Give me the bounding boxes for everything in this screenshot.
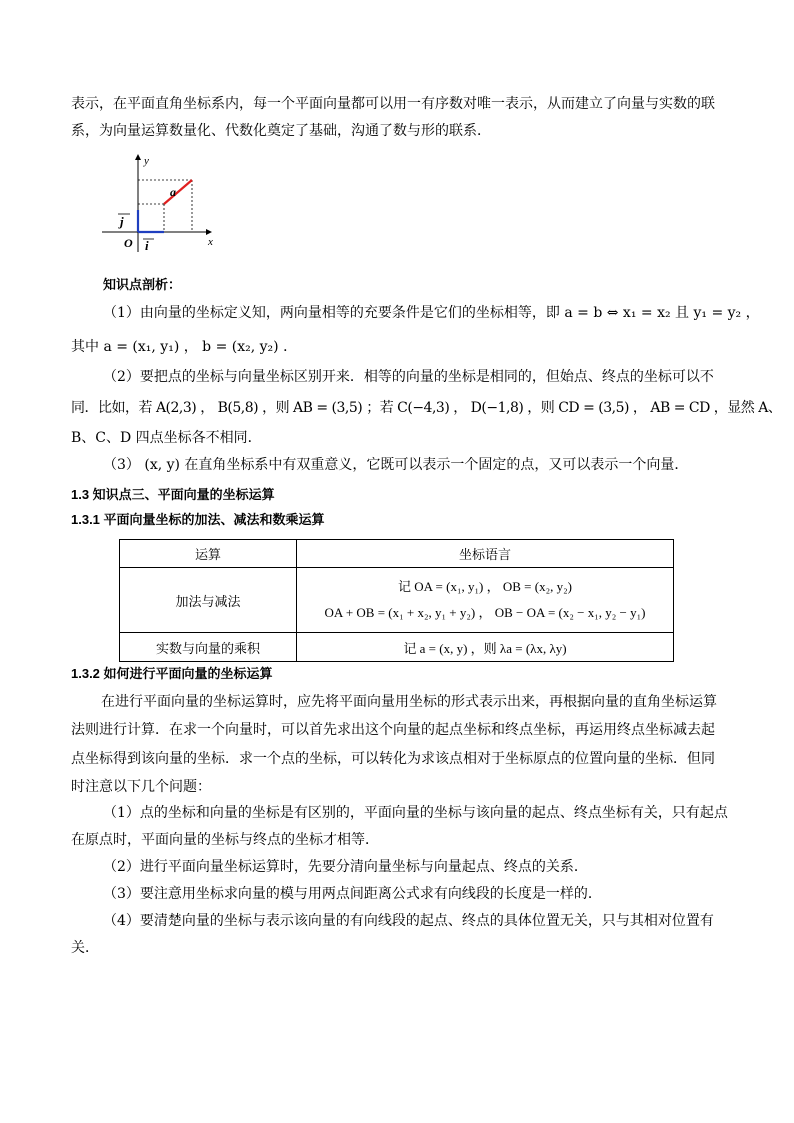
vec-i-label: i [145, 238, 149, 252]
vec-a-label: a [170, 185, 176, 199]
table-row-add-sub [120, 568, 674, 633]
body-line-3: 点坐标得到该向量的坐标．求一个点的坐标，可以转化为求该点相对于坐标原点的位置向量的坐标．但同 [71, 751, 715, 767]
table-cell-scalar-formula: 记 a = (x, y) ，则 λa = (λx, λy) [297, 633, 674, 662]
note-4-line-2: 关． [71, 940, 99, 956]
subsection-1-3-2-heading: 1.3.2 如何进行平面向量的坐标运算 [71, 666, 273, 681]
coordinate-operations-table [119, 539, 674, 662]
vec-j-label: j [120, 214, 124, 229]
origin-label: O [124, 236, 133, 250]
table-cell-scalar: 实数与向量的乘积 [120, 633, 297, 662]
analysis-label: 知识点剖析： [103, 277, 182, 292]
body-line-4: 时注意以下几个问题： [71, 779, 211, 795]
intro-line-1: 表示，在平面直角坐标系内，每一个平面向量都可以用一有序数对唯一表示，从而建立了向量与实数的联 [71, 96, 715, 112]
formula-sum-diff: OA + OB = (x₁ + x₂, y₁ + y₂) ， OB − OA = (x₂ − x₁, y₂ − y₁) [324, 605, 646, 620]
x-axis-arrow-icon [206, 229, 212, 235]
y-axis-arrow-icon [135, 154, 141, 160]
table-header-row [120, 540, 674, 568]
analysis-p3-line1: （3） (x, y) 在直角坐标系中有双重意义，它既可以表示一个固定的点，又可以表示一个向量． [103, 457, 689, 473]
note-3: （3）要注意用坐标求向量的模与用两点间距离公式求有向线段的长度是一样的． [103, 886, 602, 902]
table-header-op: 运算 [120, 540, 297, 568]
note-1-line-2: 在原点时，平面向量的坐标与终点的坐标才相等． [71, 832, 379, 848]
y-label: y [144, 155, 149, 167]
analysis-p2-line1: （2）要把点的坐标与向量坐标区别开来．相等的向量的坐标是相同的，但始点、终点的坐标可以不 [103, 369, 714, 385]
note-1-line-1: （1）点的坐标和向量的坐标是有区别的，平面向量的坐标与该向量的起点、终点坐标有关，只有起点 [103, 805, 728, 821]
body-line-1: 在进行平面向量的坐标运算时，应先将平面向量用坐标的形式表示出来，再根据向量的直角坐标运算 [101, 694, 717, 710]
note-2: （2）进行平面向量坐标运算时，先要分清向量坐标与向量起点、终点的关系． [103, 859, 588, 875]
vector-a [164, 180, 192, 204]
analysis-p1-line1: （1）由向量的坐标定义知，两向量相等的充要条件是它们的坐标相等，即 a = b ⇔ x₁ = x₂ 且 y₁ = y₂ ， [103, 305, 760, 321]
note-4-line-1: （4）要清楚向量的坐标与表示该向量的有向线段的起点、终点的具体位置无关，只与其相对位置有 [103, 913, 714, 929]
table-row-scalar [120, 633, 674, 662]
x-label: x [208, 236, 213, 248]
coordinate-figure [102, 152, 222, 252]
table-cell-add-sub-formula [297, 568, 674, 633]
analysis-p1-line2: 其中 a = (x₁, y₁) ， b = (x₂, y₂) ． [71, 339, 298, 355]
formula-oa-ob: 记 OA = (x₁, y₁) ， OB = (x₂, y₂) [398, 579, 572, 594]
subsection-1-3-1-heading: 1.3.1 平面向量坐标的加法、减法和数乘运算 [71, 512, 325, 527]
analysis-p2-line2: 同．比如，若 A(2,3) ， B(5,8) ，则 AB = (3,5) ；若 C(−4,3) ， D(−1,8) ，则 CD = (3,5) ， AB = CD ，显然 A、 [71, 400, 782, 416]
section-1-3-heading: 1.3 知识点三、平面向量的坐标运算 [71, 487, 275, 502]
body-line-2: 法则进行计算．在求一个向量时，可以首先求出这个向量的起点坐标和终点坐标，再运用终点坐标减去起 [71, 722, 715, 738]
table-header-coord: 坐标语言 [297, 540, 674, 568]
table-cell-add-sub: 加法与减法 [120, 568, 297, 633]
intro-line-2: 系，为向量运算数量化、代数化奠定了基础，沟通了数与形的联系． [71, 123, 491, 139]
analysis-p2-line3: B、C、D 四点坐标各不相同． [71, 430, 262, 446]
